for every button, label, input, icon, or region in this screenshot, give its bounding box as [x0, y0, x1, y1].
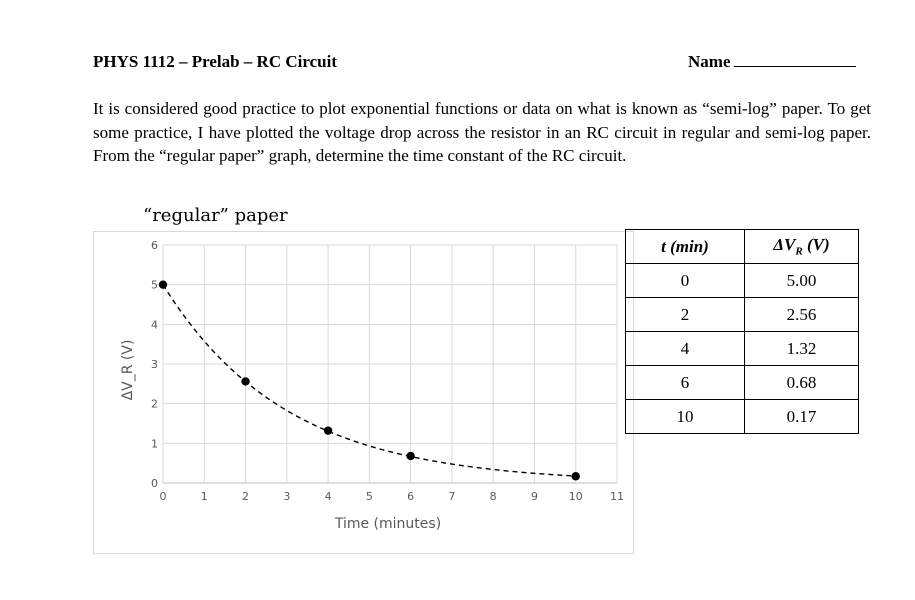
x-tick-label: 4: [324, 490, 332, 503]
x-tick-label: 1: [200, 490, 208, 503]
table-row: [626, 264, 859, 298]
table-cell-voltage: 2.56: [745, 298, 859, 332]
chart-caption: “regular” paper: [143, 205, 288, 226]
chart-frame: [93, 231, 634, 554]
data-point: [406, 452, 414, 460]
x-tick-label: 2: [242, 490, 250, 503]
y-tick-label: 0: [151, 477, 158, 490]
table-row: [626, 332, 859, 366]
x-tick-label: 3: [283, 490, 291, 503]
y-axis-title: ΔV_R (V): [120, 339, 136, 401]
table-header-voltage: $\Delta V_R$ (V): [745, 230, 859, 264]
x-tick-label: 5: [365, 490, 373, 503]
table-cell-voltage: 1.32: [745, 332, 859, 366]
name-blank-line: [734, 52, 856, 67]
table-header-row: [626, 230, 859, 264]
table-cell-voltage: 0.68: [745, 366, 859, 400]
table-cell-time: 2: [626, 298, 745, 332]
y-tick-label: 6: [151, 239, 158, 252]
table-cell-time: 4: [626, 332, 745, 366]
table-row: [626, 298, 859, 332]
x-tick-label: 7: [448, 490, 456, 503]
data-point: [324, 426, 332, 434]
y-tick-label: 1: [151, 437, 158, 451]
table-row: [626, 400, 859, 434]
document-title: PHYS 1112 – Prelab – RC Circuit: [93, 52, 337, 71]
table-cell-time: 10: [626, 400, 745, 434]
data-table: [625, 229, 859, 434]
y-tick-label: 2: [151, 397, 158, 411]
x-axis-title: Time (minutes): [334, 516, 442, 532]
table-cell-time: 0: [626, 264, 745, 298]
x-tick-label: 6: [407, 490, 415, 503]
instructions-paragraph: It is considered good practice to plot exponential functions or data on what is known as “semi-log” paper. To get some practice, I have plotted the voltage drop across the resistor in an RC circuit in regular and semi-log paper. From the “regular paper” graph, determine the time constant of the RC circuit.: [93, 99, 871, 165]
voltage-time-chart: [94, 232, 635, 555]
x-tick-label: 8: [489, 490, 497, 503]
y-tick-label: 4: [151, 318, 158, 332]
data-point: [159, 280, 167, 288]
table-row: [626, 366, 859, 400]
table-cell-time: 6: [626, 366, 745, 400]
name-field: [688, 52, 856, 72]
table-cell-voltage: 5.00: [745, 264, 859, 298]
y-tick-label: 3: [151, 358, 158, 371]
table-cell-voltage: 0.17: [745, 400, 859, 434]
data-point: [241, 377, 249, 385]
x-tick-label: 11: [610, 490, 624, 503]
table-header-time: t (min): [626, 230, 745, 264]
y-tick-label: 5: [151, 278, 158, 292]
data-point: [572, 472, 580, 480]
name-label: Name: [688, 52, 731, 71]
x-tick-label: 0: [159, 490, 167, 503]
x-tick-label: 10: [568, 490, 583, 503]
x-tick-label: 9: [530, 490, 538, 503]
